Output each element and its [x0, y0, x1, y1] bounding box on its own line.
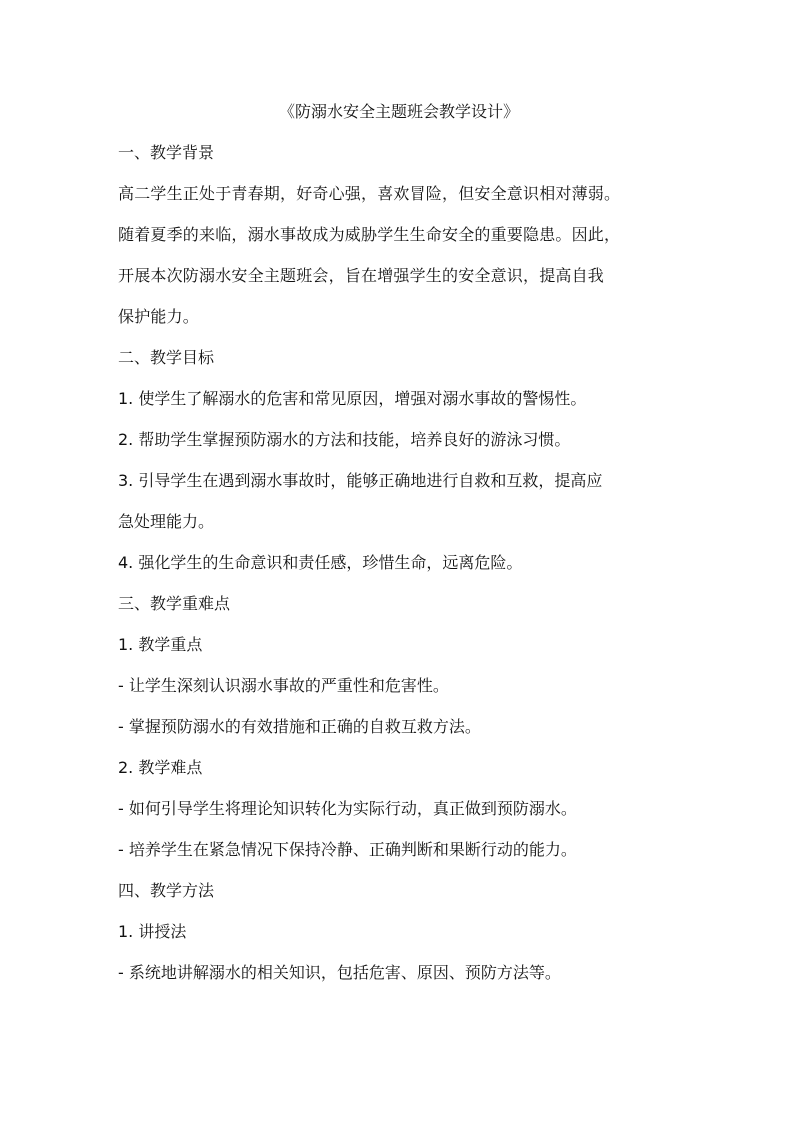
background-line: 随着夏季的来临，溺水事故成为威胁学生生命安全的重要隐患。因此，: [118, 225, 621, 244]
focus-item: - 掌握预防溺水的有效措施和正确的自救互救方法。: [118, 717, 481, 736]
section-heading-background: 一、教学背景: [118, 143, 215, 162]
background-line: 保护能力。: [118, 307, 200, 326]
goal-item: 4. 强化学生的生命意识和责任感，珍惜生命，远离危险。: [118, 553, 523, 572]
difficulty-item: - 如何引导学生将理论知识转化为实际行动，真正做到预防溺水。: [118, 799, 577, 818]
subheading-method-lecture: 1. 讲授法: [118, 922, 187, 941]
background-line: 高二学生正处于青春期，好奇心强，喜欢冒险，但安全意识相对薄弱。: [118, 184, 621, 203]
goal-item: 1. 使学生了解溺水的危害和常见原因，增强对溺水事故的警惕性。: [118, 389, 587, 408]
section-heading-goals: 二、教学目标: [118, 348, 215, 367]
document-title: 《防溺水安全主题班会教学设计》: [278, 102, 519, 121]
goal-item-continuation: 急处理能力。: [118, 512, 215, 531]
subheading-focus: 1. 教学重点: [118, 635, 203, 654]
background-line: 开展本次防溺水安全主题班会，旨在增强学生的安全意识，提高自我: [118, 266, 605, 285]
subheading-difficulty: 2. 教学难点: [118, 758, 203, 777]
method-item: - 系统地讲解溺水的相关知识，包括危害、原因、预防方法等。: [118, 963, 561, 982]
focus-item: - 让学生深刻认识溺水事故的严重性和危害性。: [118, 676, 449, 695]
difficulty-item: - 培养学生在紧急情况下保持冷静、正确判断和果断行动的能力。: [118, 840, 577, 859]
section-heading-methods: 四、教学方法: [118, 881, 215, 900]
document-body: [118, 102, 680, 1004]
goal-item: 3. 引导学生在遇到溺水事故时，能够正确地进行自救和互救，提高应: [118, 471, 603, 490]
section-heading-key-points: 三、教学重难点: [118, 594, 231, 613]
goal-item: 2. 帮助学生掌握预防溺水的方法和技能，培养良好的游泳习惯。: [118, 430, 571, 449]
